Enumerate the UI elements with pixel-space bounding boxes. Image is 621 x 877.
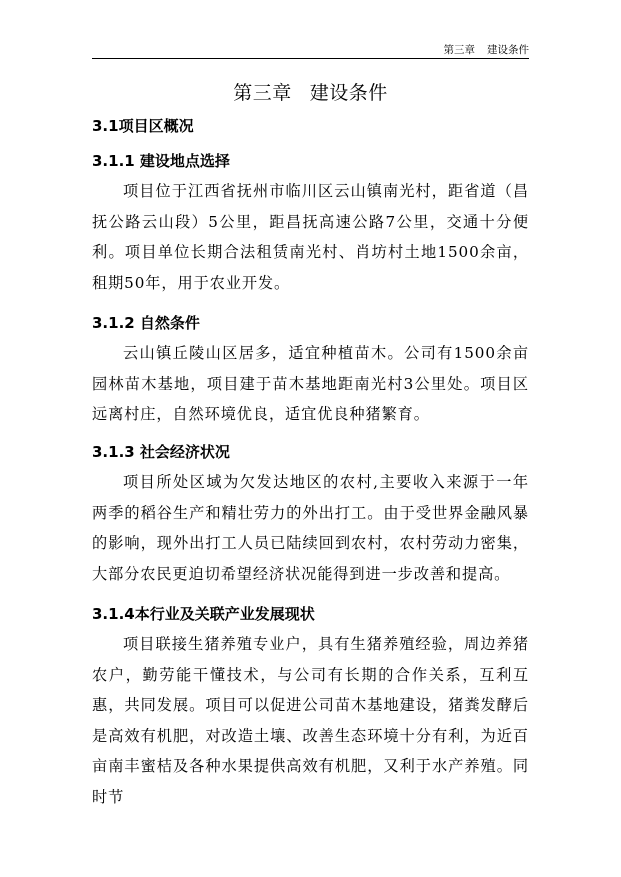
paragraph-3-1-1: 项目位于江西省抚州市临川区云山镇南光村，距省道（昌抚公路云山段）5公里，距昌抚高速公路7公里，交通十分便利。项目单位长期合法租赁南光村、肖坊村土地1500余亩，租期50年，用于农业开发。 (92, 182, 529, 292)
subsection-heading-3-1-2: 3.1.2 自然条件 (92, 314, 200, 332)
running-header-title: 建设条件 (487, 44, 529, 56)
chapter-name: 建设条件 (309, 82, 388, 104)
paragraph-3-1-2: 云山镇丘陵山区居多，适宜种植苗木。公司有1500余亩园林苗木基地，项目建于苗木基地距南光村3公里处。项目区远离村庄，自然环境优良，适宜优良种猪繁育。 (92, 344, 529, 423)
chapter-title (0, 78, 621, 105)
running-header (444, 42, 530, 57)
subsection-heading-3-1-1: 3.1.1 建设地点选择 (92, 152, 230, 170)
subsection-heading-3-1-3: 3.1.3 社会经济状况 (92, 443, 230, 461)
subsection-heading-3-1-4: 3.1.4本行业及关联产业发展现状 (92, 605, 315, 623)
paragraph-3-1-4: 项目联接生猪养殖专业户，具有生猪养殖经验，周边养猪农户，勤劳能干懂技术，与公司有长期的合作关系，互利互惠，共同发展。项目可以促进公司苗木基地建设，猪粪发酵后是高效有机肥，对改造土壤、改善生态环境十分有利，为近百亩南丰蜜桔及各种水果提供高效有机肥，又利于水产养殖。同时节 (92, 635, 529, 806)
section-heading: 3.1项目区概况 (92, 117, 194, 135)
chapter-number: 第三章 (233, 82, 292, 104)
paragraph-3-1-3: 项目所处区域为欠发达地区的农村,主要收入来源于一年两季的稻谷生产和精壮劳力的外出打工。由于受世界金融风暴的影响，现外出打工人员已陆续回到农村，农村劳动力密集，大部分农民更迫切希望经济状况能得到进一步改善和提高。 (92, 473, 529, 583)
header-rule (92, 58, 529, 59)
running-header-chapter: 第三章 (443, 44, 475, 56)
